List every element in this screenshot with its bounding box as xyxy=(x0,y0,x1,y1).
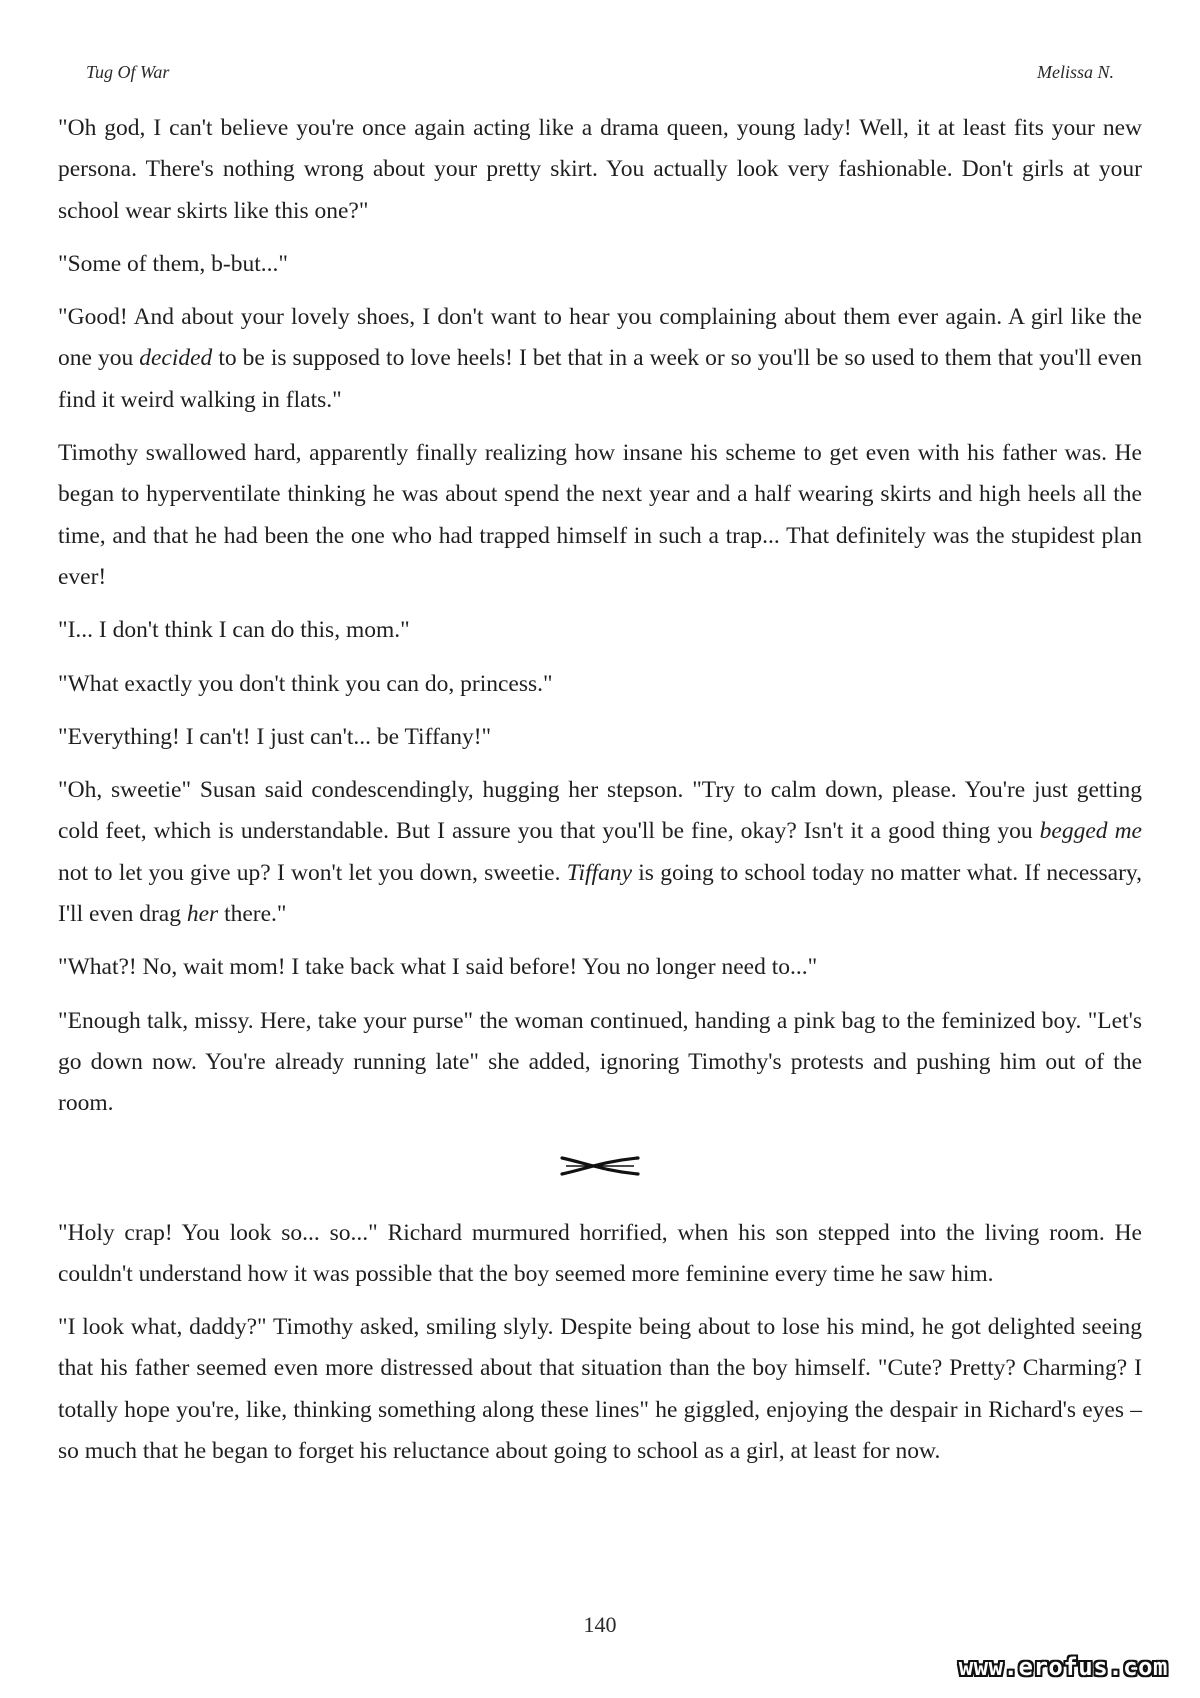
text-run: "Everything! I can't! I just can't... be Tiffany!" xyxy=(58,723,492,750)
text-run: to be is supposed to love heels! I bet that in a week or so you'll be so used to them that you'll even find it weird walking in flats." xyxy=(58,345,1142,413)
book-title: Tug Of War xyxy=(86,62,170,82)
text-run: Timothy swallowed hard, apparently finally realizing how insane his scheme to get even with his father was. He began to hyperventilate thinking he was about spend the next year and a half wearing skirts and high heels all the time, and that he had been the one who had trapped himself in such a trap... That definitely was the stupidest plan ever! xyxy=(58,440,1142,590)
emphasis-text: Tiffany xyxy=(566,859,633,886)
emphasis-text: decided xyxy=(139,345,213,372)
scene-break xyxy=(58,1137,1142,1195)
text-run: "Oh, sweetie" Susan said condescendingly, hugging her stepson. "Try to calm down, please. You're just getting cold feet, which is understandable. But I assure you that you'll be fine, okay? Isn't it a good thing you xyxy=(58,777,1142,845)
text-run: "What?! No, wait mom! I take back what I said before! You no longer need to..." xyxy=(58,954,818,981)
author-name: Melissa N. xyxy=(1036,62,1114,82)
watermark: www.erofus.com xyxy=(958,1653,1168,1681)
emphasis-text: begged me xyxy=(1039,818,1142,845)
paragraph xyxy=(58,108,1142,232)
text-run: "Enough talk, missy. Here, take your purse" the woman continued, handing a pink bag to the feminized boy. "Let's go down now. You're already running late" she added, ignoring Timothy's protests and pushing him out of the room. xyxy=(58,1007,1142,1117)
text-run: is going to school today no matter what. If necessary, I'll even drag xyxy=(58,859,1143,928)
paragraph xyxy=(58,297,1142,421)
text-run: "Holy crap! You look so... so..." Richard murmured horrified, when his son stepped into the living room. He couldn't understand how it was possible that the boy seemed more feminine every time he saw him. xyxy=(58,1219,1142,1287)
text-run: "Good! And about your lovely shoes, I don't want to hear you complaining about them ever again. A girl like the one you xyxy=(58,304,1142,372)
text-run: "What exactly you don't think you can do, princess." xyxy=(58,670,553,697)
text-run: "I... I don't think I can do this, mom." xyxy=(58,617,410,644)
text-run: "Oh god, I can't believe you're once again acting like a drama queen, young lady! Well, it at least fits your new persona. There's nothing wrong about your pretty skirt. You actually look very fashionable. Don't girls at your school wear skirts like this one?" xyxy=(58,115,1142,224)
paragraph xyxy=(58,433,1142,598)
running-header xyxy=(86,62,1114,88)
paragraph xyxy=(58,770,1142,935)
section-2 xyxy=(58,1213,1142,1473)
paragraph xyxy=(58,610,1142,651)
paragraph xyxy=(58,1213,1142,1296)
paragraph xyxy=(58,717,1142,758)
text-run: "Some of them, b-but..." xyxy=(58,250,289,277)
text-run: there." xyxy=(218,901,287,928)
scene-break-ornament-icon xyxy=(560,1153,640,1179)
emphasis-text: her xyxy=(186,901,219,928)
page-number: 140 xyxy=(583,1612,617,1637)
paragraph xyxy=(58,664,1142,705)
paragraph xyxy=(58,947,1142,988)
text-run: "I look what, daddy?" Timothy asked, smiling slyly. Despite being about to lose his mind, he got delighted seeing that his father seemed even more distressed about that situation than the boy himself. "Cute? Pretty? Charming? I totally hope you're, like, thinking something along these lines" he giggled, enjoying the despair in Richard's eyes – so much that he began to forget his reluctance about going to school as a girl, at least for now. xyxy=(58,1314,1142,1465)
paragraph xyxy=(58,244,1142,285)
text-run: not to let you give up? I won't let you down, sweetie. xyxy=(58,859,567,886)
paragraph xyxy=(58,1307,1142,1472)
paragraph xyxy=(58,1001,1142,1125)
section-1 xyxy=(58,108,1142,1125)
page-body xyxy=(58,108,1142,1484)
